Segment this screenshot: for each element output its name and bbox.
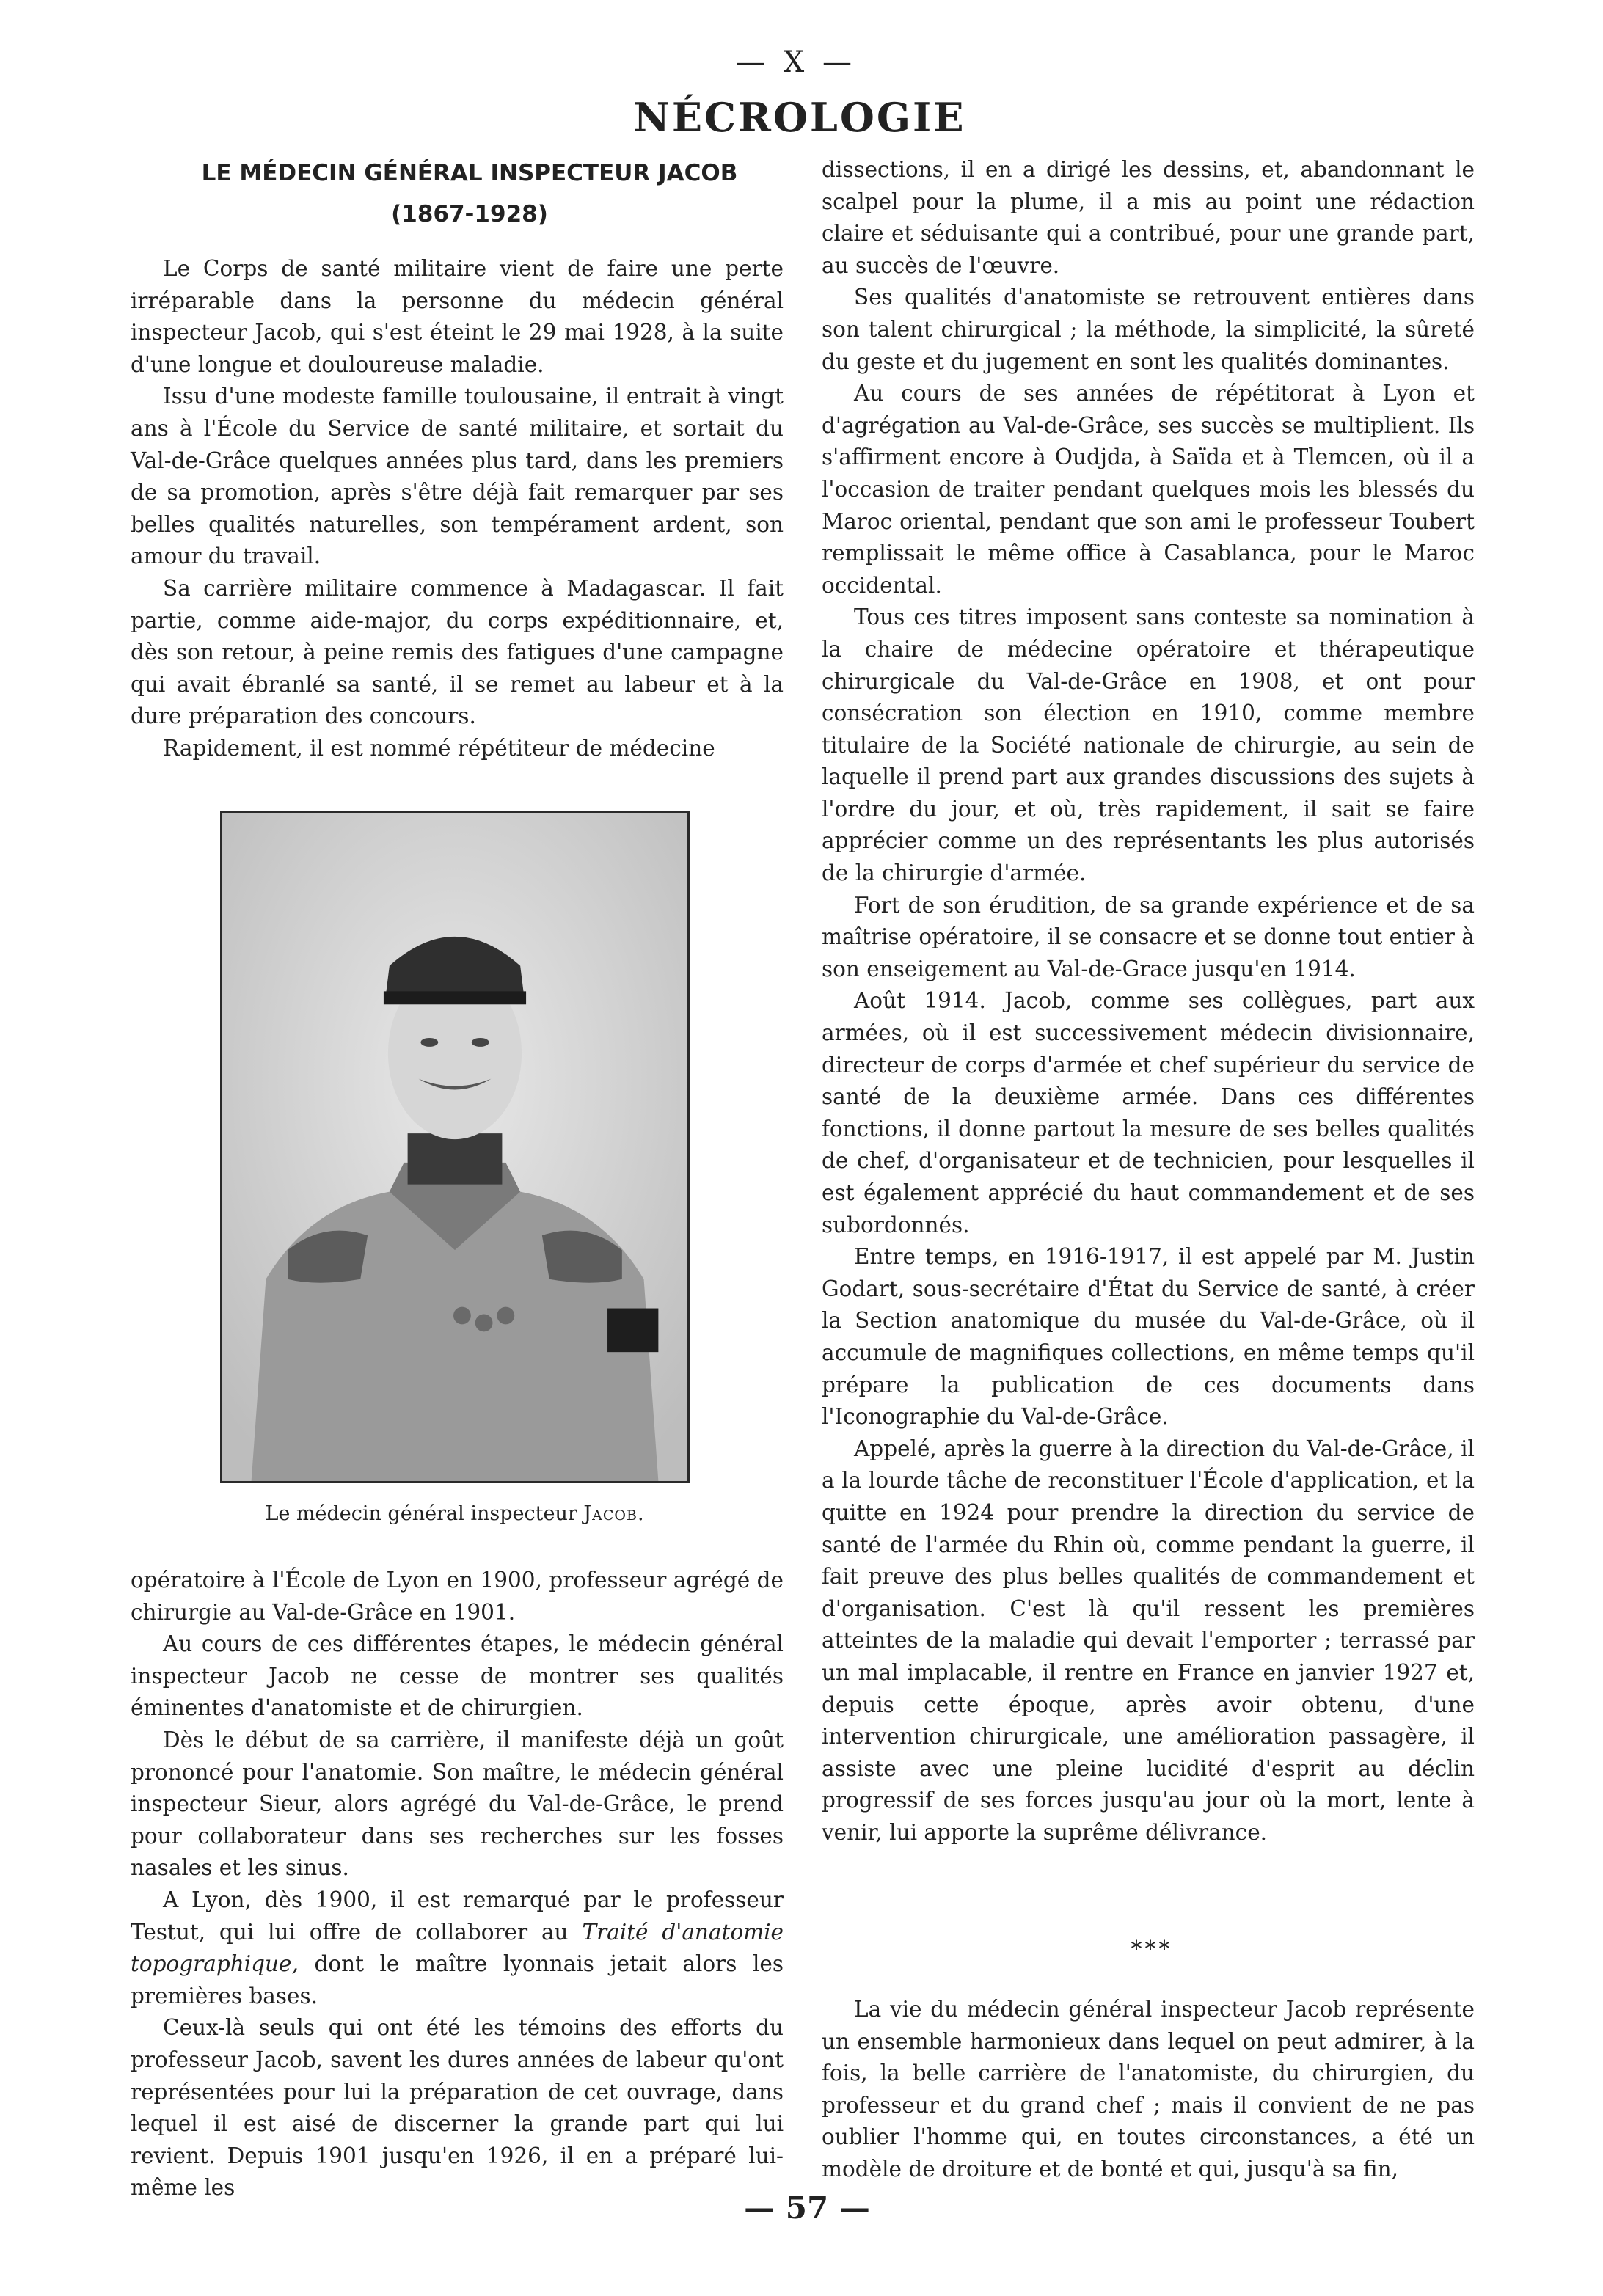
- right-column-final: [822, 1994, 1475, 2186]
- left-column-bottom: [131, 1565, 784, 2204]
- paragraph: Dès le début de sa carrière, il manifeste déjà un goût prononcé pour l'anatomie. Son maître, le médecin général inspecteur Sieur, alors agrégé du Val-de-Grâce, le prend pour collaborateur dans ses recherches sur les fosses nasales et les sinus.: [131, 1727, 784, 1881]
- left-column-top: [131, 253, 784, 765]
- paragraph: Rapidement, il est nommé répétiteur de médecine: [163, 735, 715, 761]
- photo-caption: [220, 1502, 690, 1525]
- asterism: ***: [1131, 1937, 1173, 1962]
- paragraph: Ceux-là seuls qui ont été les témoins des efforts du professeur Jacob, savent les dures années de labeur qu'ont représentées pour lui la préparation de cet ouvrage, dans lequel il est aisé de discerner la grande part qui lui revient. Depuis 1901 jusqu'en 1926, il en a préparé lui-même les: [131, 2015, 784, 2201]
- paragraph: Fort de son érudition, de sa grande expérience et de sa maîtrise opératoire, il se consacre et se donne tout entier à son enseigement au Val-de-Grace jusqu'en 1914.: [822, 892, 1475, 981]
- paragraph-text: A Lyon, dès 1900, il est remarqué par le professeur Testut, qui lui offre de collaborer au: [131, 1887, 784, 1945]
- paragraph: La vie du médecin général inspecteur Jacob représente un ensemble harmonieux dans lequel on peut admirer, à la fois, la belle carrière de l'anatomiste, du chirurgien, du professeur et du grand chef ; mais il convient de ne pas oublier l'homme qui, en toutes circonstances, a été un modèle de droiture et de bonté et qui, jusqu'à sa fin,: [822, 1997, 1475, 2182]
- article-dates: (1867-1928): [391, 201, 548, 227]
- portrait-photo: [220, 811, 690, 1483]
- page-number: — 57 —: [744, 2190, 870, 2226]
- article-title-line: LE MÉDECIN GÉNÉRAL INSPECTEUR JACOB: [201, 160, 738, 186]
- paragraph: Sa carrière militaire commence à Madagascar. Il fait partie, comme aide-major, du corps expéditionnaire, et, dès son retour, à peine remis des fatigues d'une campagne qui avait ébranlé sa santé, il se remet au labeur et à la dure préparation des concours.: [131, 575, 784, 729]
- caption-name: Jacob.: [583, 1502, 645, 1525]
- caption-text: Le médecin général inspecteur: [265, 1502, 577, 1525]
- paragraph: Au cours de ses années de répétitorat à Lyon et d'agrégation au Val-de-Grâce, ses succès se multiplient. Ils s'affirment encore à Oudjda, à Saïda et à Tlemcen, où il a l'occasion de traiter pendant quelques mois les blessés du Maroc oriental, pendant que son ami le professeur Toubert remplissait le même office à Casablanca, pour le Maroc occidental.: [822, 381, 1475, 598]
- book-title: Traité d'anatomie topographique,: [131, 1919, 784, 1977]
- paragraph: Entre temps, en 1916-1917, il est appelé par M. Justin Godart, sous-secrétaire d'État du Service de santé, à créer la Section anatomique du musée du Val-de-Grâce, où il accumule de magnifiques collections, en même temps qu'il prépare la publication de ces documents dans l'Iconographie du Val-de-Grâce.: [822, 1244, 1475, 1430]
- paragraph-text: dont le maître lyonnais jetait alors les premières bases.: [131, 1951, 784, 2008]
- paragraph: Au cours de ces différentes étapes, le médecin général inspecteur Jacob ne cesse de montrer ses qualités éminentes d'anatomiste et de chirurgien.: [131, 1631, 784, 1721]
- paragraph: Août 1914. Jacob, comme ses collègues, part aux armées, où il est successivement médecin divisionnaire, directeur de corps d'armée et chef supérieur du service de santé de la deuxième armée. Dans ces différentes fonctions, il donne partout la mesure de ses belles qualités de chef, d'organisateur et de technicien, pour lesquelles il est également apprécié du haut commandement et de ses subordonnés.: [822, 988, 1475, 1237]
- right-column: [822, 154, 1475, 1849]
- paragraph: Tous ces titres imposent sans conteste sa nomination à la chaire de médecine opératoire et thérapeutique chirurgicale du Val-de-Grâce en 1908, et ont pour consécration son élection en 1910, comme membre titulaire de la Société nationale de chirurgie, au sein de laquelle il prend part aux grandes discussions des sujets à l'ordre du jour, et où, très rapidement, il sait se faire apprécier comme un des représentants les plus autorisés de la chirurgie d'armée.: [822, 604, 1475, 886]
- section-title: NÉCROLOGIE: [633, 94, 966, 141]
- article-title: [139, 153, 800, 235]
- paragraph: opératoire à l'École de Lyon en 1900, professeur agrégé de chirurgie au Val-de-Grâce en 1901.: [131, 1568, 784, 1625]
- paragraph: Le Corps de santé militaire vient de faire une perte irréparable dans la personne du médecin général inspecteur Jacob, qui s'est éteint le 29 mai 1928, à la suite d'une longue et douloureuse maladie.: [131, 256, 784, 377]
- paragraph: Ses qualités d'anatomiste se retrouvent entières dans son talent chirurgical ; la méthode, la simplicité, la sûreté du geste et du jugement en sont les qualités dominantes.: [822, 285, 1475, 374]
- paragraph: Appelé, après la guerre à la direction du Val-de-Grâce, il a la lourde tâche de reconstituer l'École d'application, et la quitte en 1924 pour prendre la direction du service de santé de l'armée du Rhin où, comme pendant la guerre, il fait preuve des plus belles qualités de commandement et d'organisation. C'est là qu'il ressent les premières atteintes de la maladie qui devait l'emporter ; terrassé par un mal implacable, il rentre en France en janvier 1927 et, depuis cette époque, après avoir obtenu, d'une intervention chirurgicale, une amélioration passagère, il assiste avec une pleine lucidité d'esprit au déclin progressif de ses forces jusqu'au jour où la mort, lente à venir, lui apporte la suprême délivrance.: [822, 1436, 1475, 1845]
- section-marker: — X —: [736, 45, 856, 79]
- paragraph: [131, 1884, 784, 2012]
- paragraph: Issu d'une modeste famille toulousaine, il entrait à vingt ans à l'École du Service de santé militaire, et sortait du Val-de-Grâce quelques années plus tard, dans les premiers de sa promotion, après s'être déjà fait remarquer par ses belles qualités naturelles, son tempérament ardent, son amour du travail.: [131, 384, 784, 569]
- portrait-illustration: [222, 813, 687, 1481]
- paragraph: dissections, il en a dirigé les dessins, et, abandonnant le scalpel pour la plume, il a mis au point une rédaction claire et séduisante qui a contribué, pour une grande part, au succès de l'œuvre.: [822, 157, 1475, 278]
